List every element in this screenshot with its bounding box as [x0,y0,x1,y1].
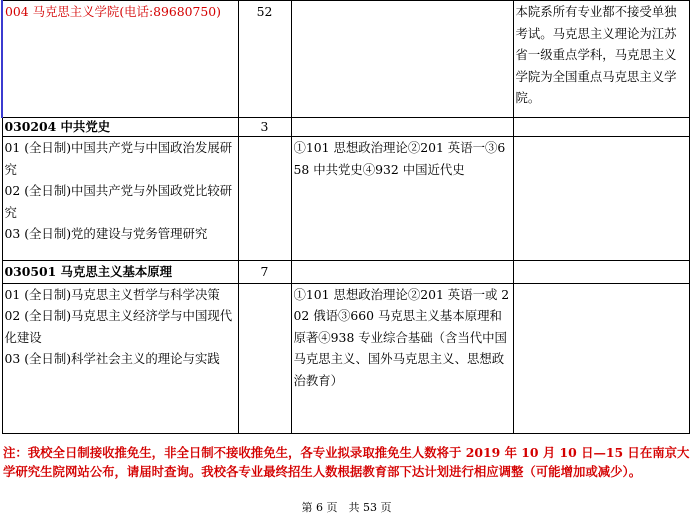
page-number: 第 6 页 共 53 页 [301,501,392,514]
research-directions [2,137,238,261]
admissions-table [1,0,690,434]
department-enrollment: 52 [238,1,291,118]
empty-cell [291,261,513,284]
empty-cell [238,137,291,261]
empty-cell [513,137,689,261]
major-title: 030204 中共党史 [2,118,238,137]
department-row [2,1,689,118]
major-header-row [2,261,689,284]
direction-item: 02 (全日制)马克思主义经济学与中国现代化建设 [4,308,233,345]
direction-item: 03 (全日制)党的建设与党务管理研究 [4,226,208,241]
major-detail-row [2,137,689,261]
research-directions [2,283,238,433]
admissions-note: 注：我校全日制接收推免生，非全日制不接收推免生，各专业拟录取推免生人数将于 2019 年 10 月 10 日—15 日在南京大学研究生院网站公布，请届时查询。我校各专业最终招生人数根据教育部下达计划进行相应调整（可能增加或减少）。 [3,445,690,479]
direction-item: 02 (全日制)中国共产党与外国政党比较研究 [4,183,233,220]
direction-item: 01 (全日制)马克思主义哲学与科学决策 [4,286,220,302]
department-title-cell [2,1,238,118]
empty-cell [238,283,291,433]
exam-subjects: ①101 思想政治理论②201 英语一③658 中共党史④932 中国近代史 [291,137,513,261]
major-header-row [2,118,689,137]
major-enrollment: 7 [238,261,291,284]
direction-item: 03 (全日制)科学社会主义的理论与实践 [4,351,220,366]
department-remark: 本院系所有专业都不接受单独考试。马克思主义理论为江苏省一级重点学科，马克思主义学院为全国重点马克思主义学院。 [513,1,689,118]
exam-subjects: ①101 思想政治理论②201 英语一或 202 俄语③660 马克思主义基本原理和原著④938 专业综合基础（含当代中国马克思主义、国外马克思主义、思想政治教育） [291,283,513,433]
department-exams-cell [291,1,513,118]
department-title: 004 马克思主义学院(电话:89680750) [5,4,222,19]
direction-item: 01 (全日制)中国共产党与中国政治发展研究 [4,140,233,177]
empty-cell [513,118,689,137]
major-detail-row [2,283,689,433]
major-enrollment: 3 [238,118,291,137]
empty-cell [291,118,513,137]
empty-cell [513,261,689,284]
major-title: 030501 马克思主义基本原理 [2,261,238,284]
empty-cell [513,283,689,433]
